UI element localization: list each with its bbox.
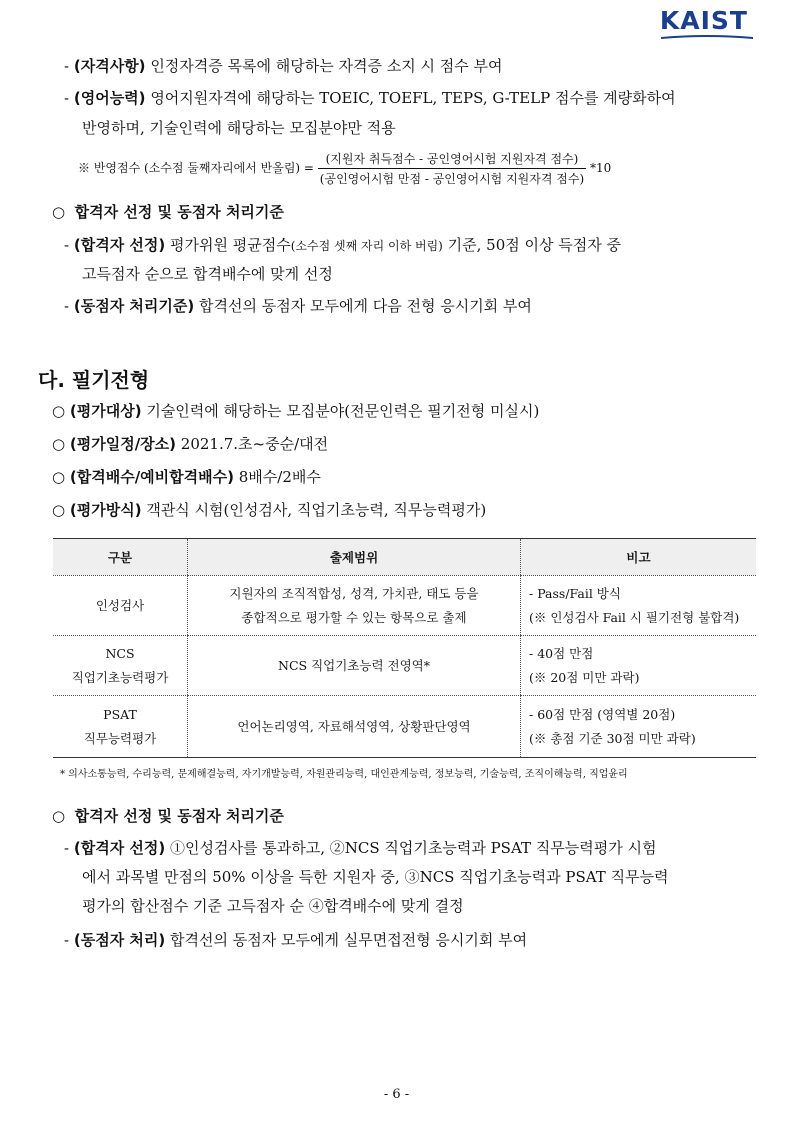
table-header-category: 구분 — [53, 539, 188, 576]
cell-note: - 60점 만점 (영역별 20점) (※ 총점 기준 30점 미만 과락) — [521, 696, 757, 758]
item-english-cont: 반영하며, 기술인력에 해당하는 모집분야만 적용 — [82, 119, 396, 137]
formula-numerator: (지원자 취득점수 - 공인영어시험 지원자격 점수) — [318, 150, 586, 169]
section2-item-tie: - (동점자 처리) 합격선의 동점자 모두에게 실무면접전형 응시기회 부여 — [64, 931, 528, 949]
kaist-logo: KAIST — [659, 6, 748, 35]
item-qualification: - (자격사항) 인정자격증 목록에 해당하는 자격증 소지 시 점수 부여 — [64, 57, 503, 75]
logo-swoosh-icon — [661, 34, 753, 39]
table-header-row — [53, 539, 756, 576]
section1-item-selection-cont: 고득점자 순으로 합격배수에 맞게 선정 — [82, 265, 333, 283]
section1-item-selection: - (합격자 선정) 평가위원 평균점수(소수점 셋째 자리 이하 버림) 기준, 50점 이상 득점자 중 — [64, 236, 621, 254]
score-formula: ※ 반영점수 (소수점 둘째자리에서 반올림) = $\frac{\text{(지원자 취득점수 - 공인영어시험 지원자격 점수)}}{\text{(공인영어시험 만점 - 공인영어시험 지원자격 점수)}}$ *10 — [78, 152, 612, 186]
cell-category: PSAT 직무능력평가 — [53, 696, 188, 758]
written-target: ○ (평가대상) 기술인력에 해당하는 모집분야(전문인력은 필기전형 미실시) — [52, 402, 540, 420]
written-schedule: ○ (평가일정/장소) 2021.7.초~중순/대전 — [52, 435, 329, 453]
table-row — [53, 636, 756, 696]
table-header-scope: 출제범위 — [188, 539, 521, 576]
cell-category: NCS 직업기초능력평가 — [53, 636, 188, 696]
cell-note: - Pass/Fail 방식 (※ 인성검사 Fail 시 필기전형 불합격) — [521, 576, 757, 636]
table-footnote: * 의사소통능력, 수리능력, 문제해결능력, 자기개발능력, 자원관리능력, 대인관계능력, 정보능력, 기술능력, 조직이해능력, 직업윤리 — [60, 769, 628, 780]
section1-title: ○ 합격자 선정 및 동점자 처리기준 — [52, 203, 284, 221]
table-header-note: 비고 — [521, 539, 757, 576]
section2-item-selection-cont2: 평가의 합산점수 기준 고득점자 순 ④합격배수에 맞게 결정 — [82, 897, 464, 915]
formula-fraction — [318, 150, 586, 187]
table-row — [53, 696, 756, 758]
section2-item-selection: - (합격자 선정) ①인성검사를 통과하고, ②NCS 직업기초능력과 PSAT 직무능력평가 시험 — [64, 839, 657, 857]
section-heading-written: 다. 필기전형 — [38, 368, 150, 392]
cell-note: - 40점 만점 (※ 20점 미만 과락) — [521, 636, 757, 696]
table-row — [53, 576, 756, 636]
page-number: - 6 - — [383, 1087, 410, 1102]
cell-scope: NCS 직업기초능력 전영역* — [188, 636, 521, 696]
section2-title: ○ 합격자 선정 및 동점자 처리기준 — [52, 807, 284, 825]
written-multiplier: ○ (합격배수/예비합격배수) 8배수/2배수 — [52, 468, 321, 486]
written-method: ○ (평가방식) 객관식 시험(인성검사, 직업기초능력, 직무능력평가) — [52, 501, 487, 519]
formula-denominator: (공인영어시험 만점 - 공인영어시험 지원자격 점수) — [319, 172, 585, 186]
cell-scope: 지원자의 조직적합성, 성격, 가치관, 태도 등을 종합적으로 평가할 수 있는 항목으로 출제 — [188, 576, 521, 636]
section1-item-tie: - (동점자 처리기준) 합격선의 동점자 모두에게 다음 전형 응시기회 부여 — [64, 297, 532, 315]
cell-category: 인성검사 — [53, 576, 188, 636]
item-english: - (영어능력) 영어지원자격에 해당하는 TOEIC, TOEFL, TEPS, G-TELP 점수를 계량화하여 — [64, 89, 676, 107]
section2-item-selection-cont1: 에서 과목별 만점의 50% 이상을 득한 지원자 중, ③NCS 직업기초능력과 PSAT 직무능력 — [82, 868, 669, 886]
cell-scope: 언어논리영역, 자료해석영역, 상황판단영역 — [188, 696, 521, 758]
exam-criteria-table — [53, 538, 756, 758]
